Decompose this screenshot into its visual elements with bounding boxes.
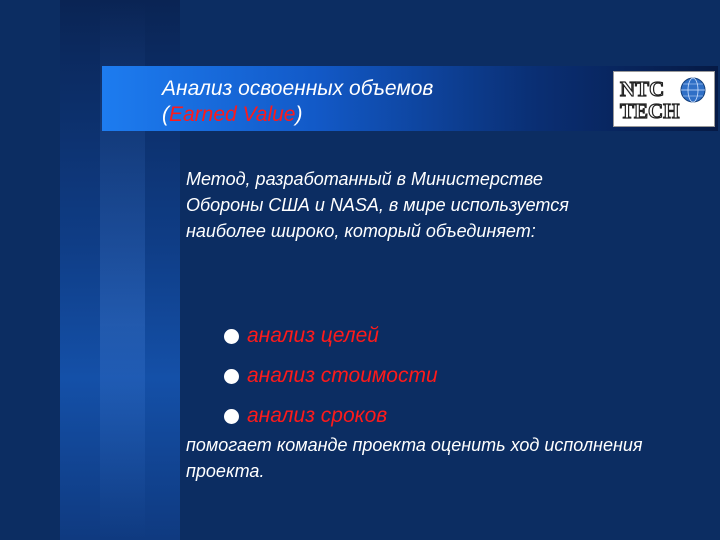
logo-text-bottom: TECH — [620, 99, 680, 123]
slide-title — [162, 76, 592, 128]
bullet-dot-icon — [224, 329, 239, 344]
logo-text-top: NTC — [620, 77, 665, 101]
logo-graphic — [614, 72, 714, 126]
bullet-text: анализ сроков — [247, 404, 388, 427]
title-open-paren: ( — [162, 103, 169, 126]
title-line-1: Анализ освоенных объемов — [162, 77, 434, 100]
intro-paragraph: Метод, разработанный в Министерстве Обороны США и NASA, в мире используется наиболее широко, который объединяет: — [186, 169, 569, 241]
bullet-list — [224, 316, 624, 436]
bullet-text: анализ целей — [247, 324, 379, 347]
bullet-item — [224, 356, 624, 396]
title-line-2 — [162, 102, 592, 128]
ntc-tech-logo — [613, 71, 715, 127]
bullet-dot-icon — [224, 409, 239, 424]
bullet-item — [224, 316, 624, 356]
bullet-item — [224, 396, 624, 436]
globe-icon — [681, 78, 705, 102]
title-close-paren: ) — [295, 103, 303, 126]
bullet-text: анализ стоимости — [247, 364, 438, 387]
closing-paragraph: помогает команде проекта оценить ход исполнения проекта. — [186, 435, 643, 481]
title-accent: Earned Value — [169, 103, 296, 126]
bullet-dot-icon — [224, 369, 239, 384]
